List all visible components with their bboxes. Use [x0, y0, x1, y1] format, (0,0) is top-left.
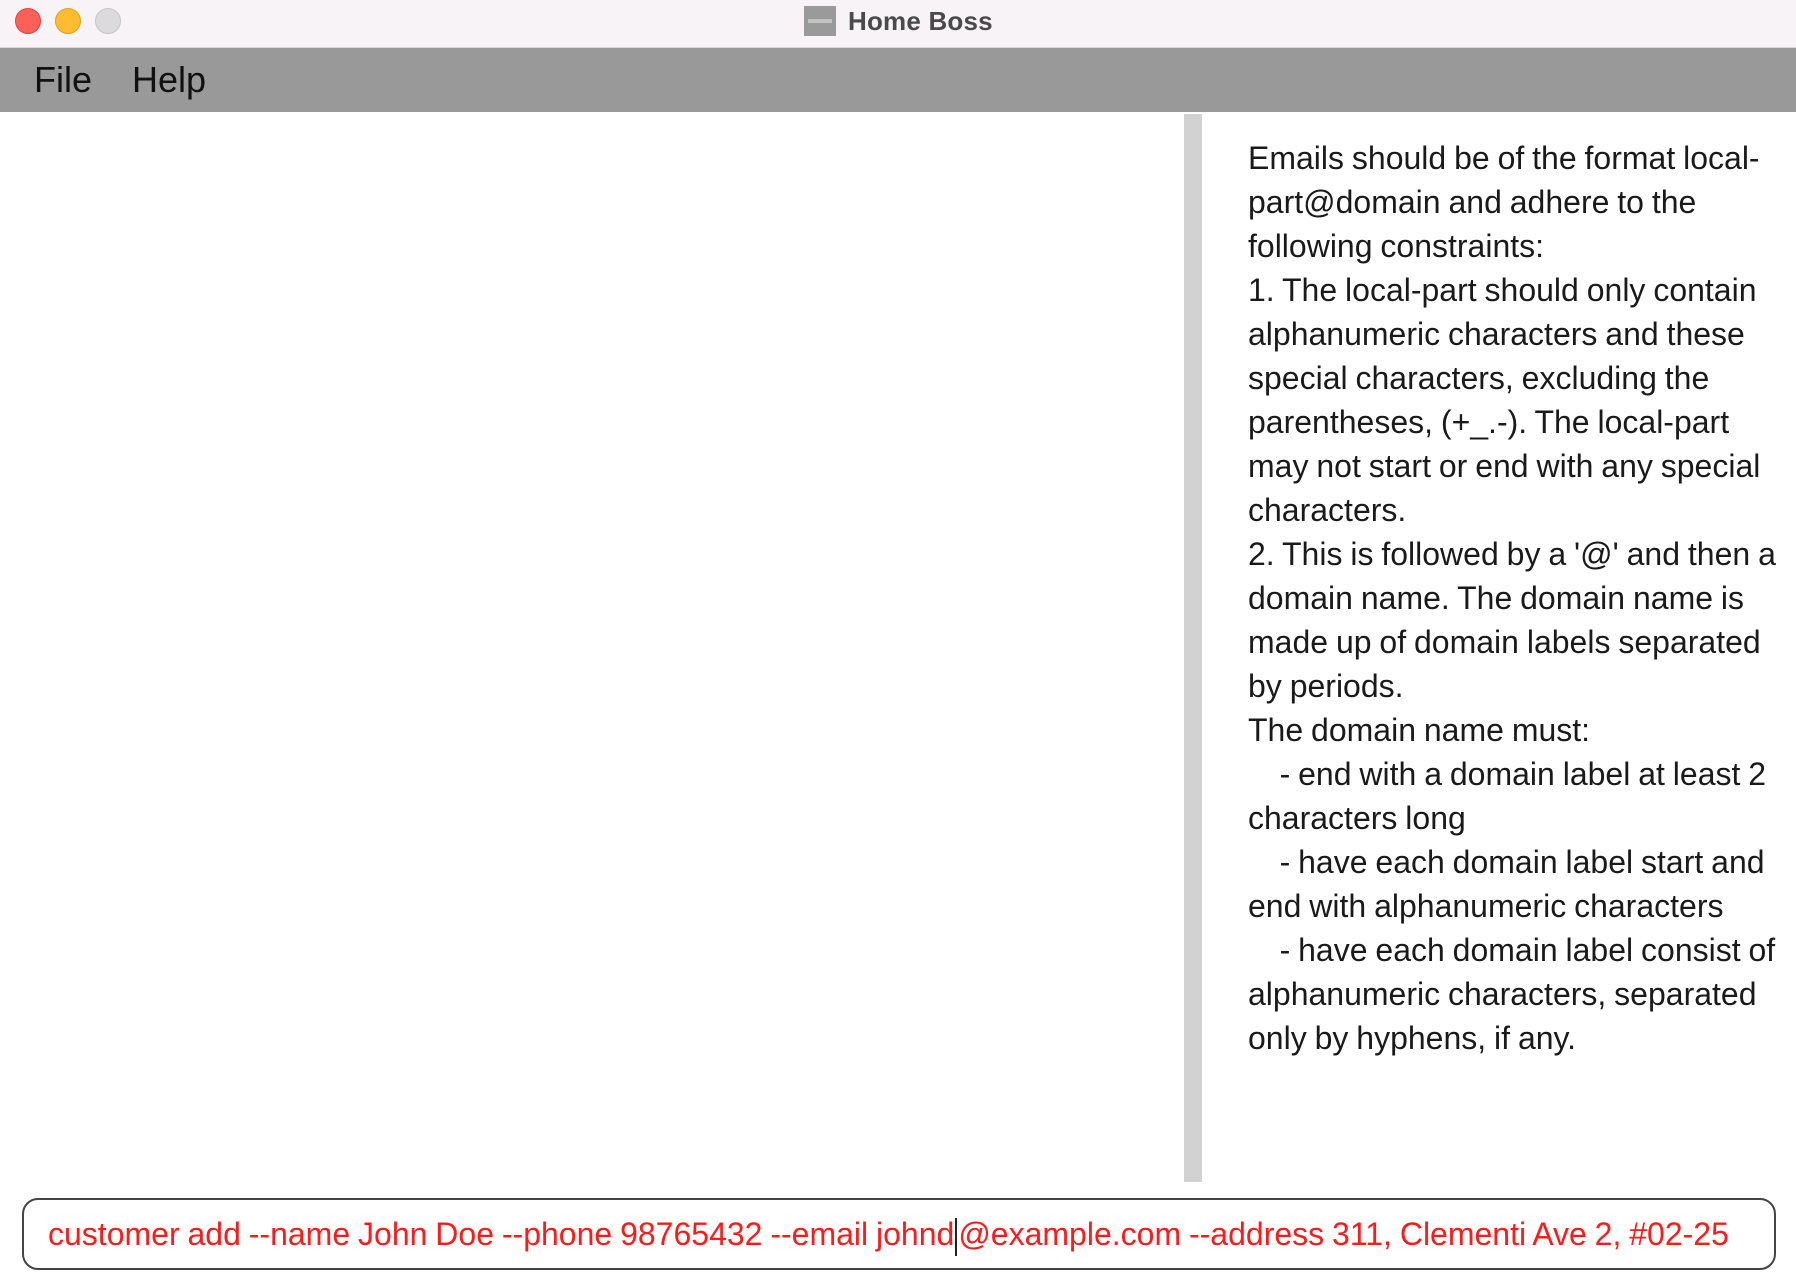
result-display-text: Emails should be of the format local-part@domain and adhere to the following constraints: 1. The local-part should only contain alphanumeric characters and these special characters, excluding the parentheses, (+_.-). The local-part may not start or end with any special characters. 2. This is followed by a '@' and then a domain name. The domain name is made up of domain labels separated by periods. The domain name must: - end with a domain label at least 2 characters long - have each domain label start and end with alphanumeric characters - have each domain label consist of alphanumeric characters, separated only by hyphens, if any.: [1248, 140, 1776, 1056]
minimize-window-button[interactable]: [55, 8, 81, 34]
logo-mark: [808, 19, 832, 23]
text-caret: [955, 1218, 957, 1256]
command-input-text[interactable]: [48, 1200, 1729, 1268]
window-title-group: [804, 5, 993, 37]
zoom-window-button[interactable]: [95, 8, 121, 34]
list-panel[interactable]: [0, 112, 1184, 1184]
menu-file[interactable]: File: [34, 59, 93, 100]
command-text-before-caret: customer add --name John Doe --phone 98765432 --email johnd: [48, 1216, 955, 1252]
menu-bar: [0, 48, 1796, 112]
menu-help[interactable]: Help: [132, 59, 207, 100]
title-bar[interactable]: [0, 0, 1796, 48]
close-window-button[interactable]: [15, 8, 41, 34]
result-display-panel[interactable]: [1202, 112, 1796, 1184]
command-input[interactable]: [22, 1198, 1776, 1270]
window-title: Home Boss: [848, 5, 993, 36]
split-pane-divider[interactable]: [1184, 114, 1202, 1182]
command-text-after-caret: @example.com --address 311, Clementi Ave 2, #02-25: [958, 1216, 1729, 1252]
home-boss-logo-icon: [804, 6, 836, 36]
